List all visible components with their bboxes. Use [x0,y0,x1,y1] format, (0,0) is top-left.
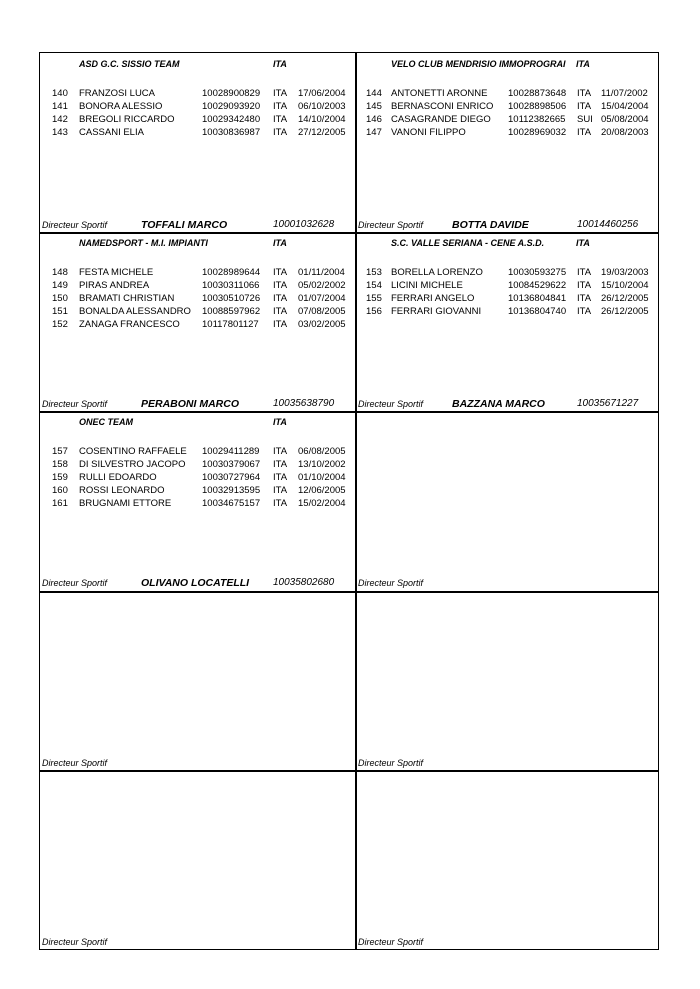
rider-name: CASAGRANDE DIEGO [391,114,491,125]
rider-birthdate: 06/08/2005 [298,446,346,457]
rider-uci-id: 10112382665 [508,114,566,125]
rider-row [40,101,350,114]
team-nationality: ITA [576,238,590,248]
rider-birthdate: 15/10/2004 [601,280,649,291]
team-nationality: ITA [273,59,287,69]
rider-row [40,293,350,306]
rider-uci-id: 10032913595 [202,485,261,496]
rider-nationality: ITA [273,267,288,278]
rider-birthdate: 20/08/2003 [601,127,649,138]
rider-number: 158 [52,459,68,470]
team-cell [356,592,666,770]
directeur-sportif-label: Directeur Sportif [42,578,108,588]
rider-row [40,498,350,511]
rider-list [40,446,350,511]
team-cell [356,771,666,949]
rider-nationality: ITA [273,459,288,470]
rider-name: COSENTINO RAFFAELE [79,446,187,457]
rider-nationality: ITA [273,127,288,138]
rider-number: 141 [52,101,68,112]
rider-nationality: ITA [273,319,288,330]
rider-uci-id: 10030836987 [202,127,261,138]
rider-row [40,459,350,472]
rider-birthdate: 01/07/2004 [298,293,346,304]
directeur-sportif-id: 10035671227 [577,398,639,409]
rider-birthdate: 05/08/2004 [601,114,649,125]
rider-birthdate: 01/11/2004 [298,267,345,278]
team-nationality: ITA [576,59,590,69]
team-name: NAMEDSPORT - M.I. IMPIANTI [79,238,208,248]
rider-number: 159 [52,472,68,483]
rider-number: 161 [52,498,68,509]
rider-name: BREGOLI RICCARDO [79,114,175,125]
rider-birthdate: 19/03/2003 [601,267,649,278]
rider-name: RULLI EDOARDO [79,472,157,483]
rider-nationality: ITA [577,293,592,304]
directeur-sportif-id: 10035638790 [273,398,335,409]
rider-nationality: ITA [273,306,288,317]
rider-number: 148 [52,267,68,278]
rider-row [40,88,350,101]
rider-name: BRUGNAMI ETTORE [79,498,172,509]
directeur-sportif-label: Directeur Sportif [42,399,108,409]
directeur-sportif-name: PERABONI MARCO [141,398,240,410]
rider-row [40,485,350,498]
rider-birthdate: 11/07/2002 [601,88,648,99]
rider-nationality: ITA [273,498,288,509]
team-nationality: ITA [273,417,287,427]
rider-nationality: ITA [577,306,592,317]
directeur-sportif-label: Directeur Sportif [358,758,424,768]
directeur-sportif-label: Directeur Sportif [42,758,108,768]
directeur-sportif-label: Directeur Sportif [358,578,424,588]
rider-name: PIRAS ANDREA [79,280,150,291]
rider-name: ANTONETTI ARONNE [391,88,488,99]
rider-uci-id: 10028969032 [508,127,567,138]
directeur-sportif-id: 10014460256 [577,219,639,230]
rider-birthdate: 03/02/2005 [298,319,346,330]
rider-number: 143 [52,127,68,138]
rider-uci-id: 10029411289 [202,446,260,457]
team-cell [40,54,350,232]
rider-nationality: ITA [577,280,592,291]
directeur-sportif-label: Directeur Sportif [42,220,108,230]
team-cell [40,771,350,949]
rider-name: VANONI FILIPPO [391,127,466,138]
rider-number: 153 [366,267,382,278]
rider-name: DI SILVESTRO JACOPO [79,459,186,470]
rider-row [40,446,350,459]
rider-nationality: ITA [577,127,592,138]
rider-row [40,114,350,127]
rider-nationality: ITA [577,267,592,278]
rider-name: LICINI MICHELE [391,280,463,291]
directeur-sportif-id: 10001032628 [273,219,335,230]
team-name: S.C. VALLE SERIANA - CENE A.S.D. [391,238,545,248]
rider-birthdate: 17/06/2004 [298,88,346,99]
rider-number: 150 [52,293,68,304]
rider-birthdate: 01/10/2004 [298,472,346,483]
team-cell [40,592,350,770]
rider-row [40,280,350,293]
directeur-sportif-label: Directeur Sportif [358,220,424,230]
rider-birthdate: 14/10/2004 [298,114,346,125]
rider-list [356,88,666,140]
rider-name: CASSANI ELIA [79,127,144,138]
rider-name: ROSSI LEONARDO [79,485,165,496]
rider-name: BONALDA ALESSANDRO [79,306,191,317]
rider-name: FRANZOSI LUCA [79,88,156,99]
team-nationality: ITA [273,238,287,248]
team-cell [40,412,350,590]
directeur-sportif-name: BAZZANA MARCO [452,398,545,410]
rider-uci-id: 10028873648 [508,88,567,99]
rider-number: 157 [52,446,68,457]
rider-number: 142 [52,114,68,125]
team-cell [356,54,666,232]
rider-birthdate: 26/12/2005 [601,306,649,317]
rider-nationality: ITA [273,485,288,496]
team-cell [356,233,666,411]
rider-number: 147 [366,127,382,138]
rider-number: 146 [366,114,382,125]
directeur-sportif-label: Directeur Sportif [358,937,424,947]
rider-row [356,101,666,114]
rider-uci-id: 10030593275 [508,267,567,278]
rider-uci-id: 10029342480 [202,114,261,125]
rider-nationality: ITA [273,101,288,112]
rider-birthdate: 07/08/2005 [298,306,346,317]
rider-nationality: ITA [273,446,288,457]
rider-row [356,267,666,280]
directeur-sportif-name: OLIVANO LOCATELLI [141,577,250,589]
directeur-sportif-label: Directeur Sportif [358,399,424,409]
rider-name: BORELLA LORENZO [391,267,483,278]
directeur-sportif-label: Directeur Sportif [42,937,108,947]
rider-name: BRAMATI CHRISTIAN [79,293,175,304]
rider-uci-id: 10030379067 [202,459,261,470]
rider-row [40,319,350,332]
rider-number: 154 [366,280,382,291]
team-cell [40,233,350,411]
rider-birthdate: 13/10/2002 [298,459,346,470]
rider-birthdate: 15/02/2004 [298,498,346,509]
rider-uci-id: 10084529622 [508,280,567,291]
rider-row [40,472,350,485]
rider-row [356,306,666,319]
rider-number: 160 [52,485,68,496]
team-name: ONEC TEAM [79,417,133,427]
rider-birthdate: 12/06/2005 [298,485,346,496]
rider-number: 140 [52,88,68,99]
rider-row [356,114,666,127]
rider-uci-id: 10030311066 [202,280,260,291]
rider-birthdate: 05/02/2002 [298,280,346,291]
team-name: VELO CLUB MENDRISIO IMMOPROGRAI [391,59,566,69]
rider-uci-id: 10029093920 [202,101,261,112]
rider-nationality: ITA [273,293,288,304]
rider-number: 149 [52,280,68,291]
rider-number: 155 [366,293,382,304]
rider-list [356,267,666,319]
rider-uci-id: 10028989644 [202,267,261,278]
rider-nationality: SUI [577,114,593,125]
directeur-sportif-name: TOFFALI MARCO [141,219,228,231]
rider-nationality: ITA [273,280,288,291]
rider-number: 156 [366,306,382,317]
rider-row [356,88,666,101]
rider-name: BONORA ALESSIO [79,101,163,112]
rider-uci-id: 10028898506 [508,101,567,112]
directeur-sportif-id: 10035802680 [273,577,335,588]
rider-number: 145 [366,101,382,112]
rider-uci-id: 10088597962 [202,306,261,317]
rider-row [356,293,666,306]
rider-birthdate: 27/12/2005 [298,127,346,138]
rider-nationality: ITA [273,472,288,483]
rider-birthdate: 15/04/2004 [601,101,649,112]
rider-name: BERNASCONI ENRICO [391,101,494,112]
rider-uci-id: 10034675157 [202,498,261,509]
rider-name: FERRARI ANGELO [391,293,475,304]
rider-uci-id: 10030510726 [202,293,261,304]
rider-nationality: ITA [273,114,288,125]
rider-list [40,267,350,332]
rider-number: 151 [52,306,68,317]
rider-row [40,127,350,140]
rider-name: FESTA MICHELE [79,267,154,278]
directeur-sportif-name: BOTTA DAVIDE [452,219,529,231]
rider-list [40,88,350,140]
rider-uci-id: 10136804841 [508,293,567,304]
rider-birthdate: 06/10/2003 [298,101,346,112]
rider-number: 144 [366,88,382,99]
team-name: ASD G.C. SISSIO TEAM [79,59,180,69]
team-cell [356,412,666,590]
rider-row [356,280,666,293]
rider-uci-id: 10030727964 [202,472,261,483]
rider-name: ZANAGA FRANCESCO [79,319,180,330]
rider-birthdate: 26/12/2005 [601,293,649,304]
rider-row [40,267,350,280]
rider-row [356,127,666,140]
rider-number: 152 [52,319,68,330]
rider-uci-id: 10028900829 [202,88,261,99]
rider-nationality: ITA [273,88,288,99]
rider-nationality: ITA [577,101,592,112]
rider-uci-id: 10117801127 [202,319,259,330]
rider-row [40,306,350,319]
rider-nationality: ITA [577,88,592,99]
rider-name: FERRARI GIOVANNI [391,306,482,317]
rider-uci-id: 10136804740 [508,306,567,317]
